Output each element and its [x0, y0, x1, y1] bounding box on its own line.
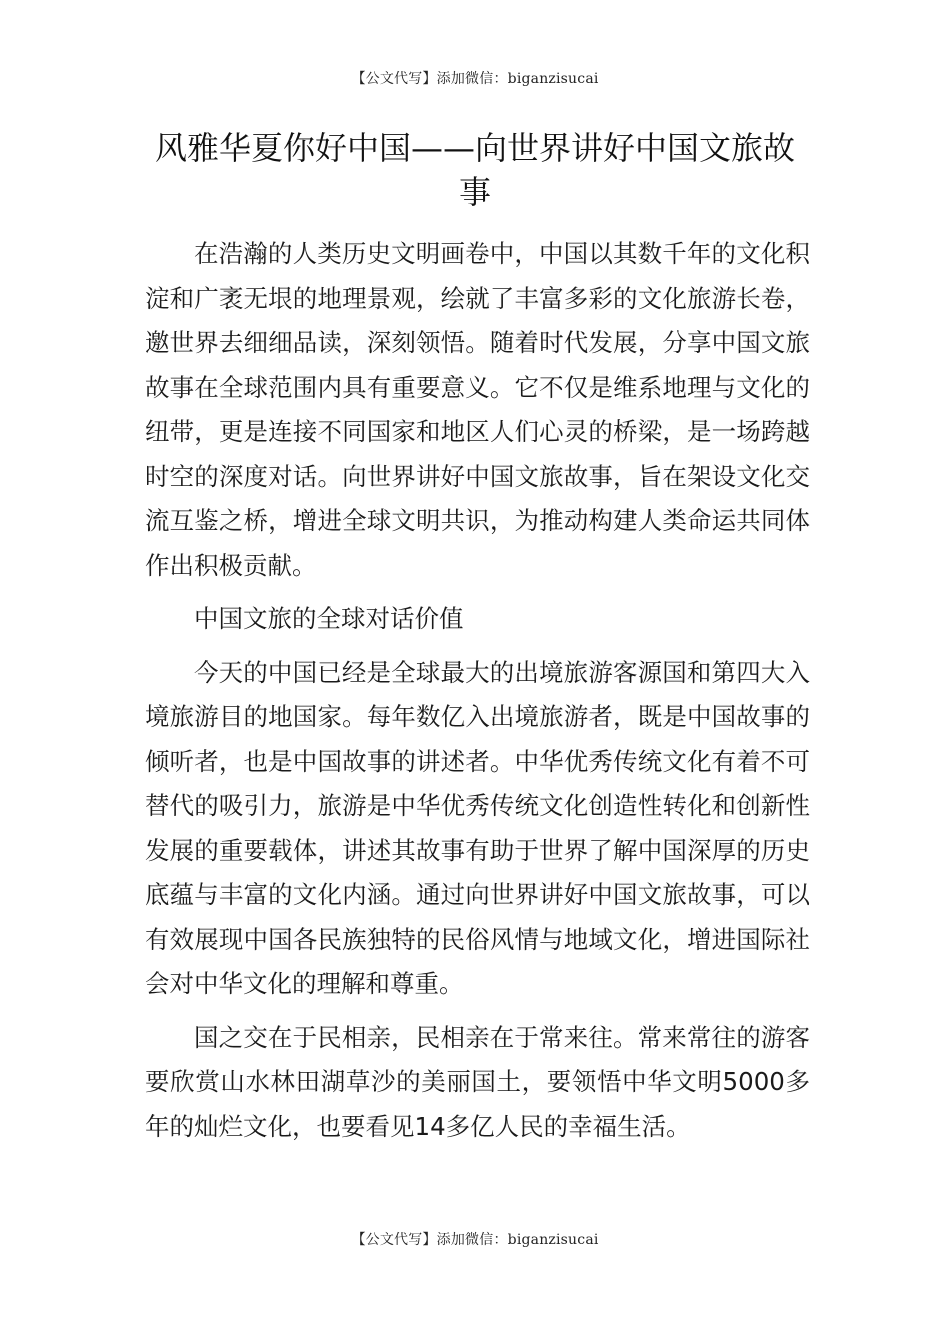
page-header: 【公文代写】添加微信：biganzisucai — [351, 71, 599, 87]
section-heading: 中国文旅的全球对话价值 — [194, 604, 464, 633]
document-title: 风雅华夏你好中国——向世界讲好中国文旅故事 — [154, 129, 795, 211]
document-body — [145, 232, 810, 1149]
paragraph-exchange: 国之交在于民相亲，民相亲在于常来往。常来常往的游客要欣赏山水林田湖草沙的美丽国土，要领悟中华文明5000多年的灿烂文化，也要看见14多亿人民的幸福生活。 — [145, 1022, 810, 1141]
paragraph-tourism: 今天的中国已经是全球最大的出境旅游客源国和第四大入境旅游目的地国家。每年数亿入出境旅游者，既是中国故事的倾听者，也是中国故事的讲述者。中华优秀传统文化有着不可替代的吸引力，旅游是中华优秀传统文化创造性转化和创新性发展的重要载体，讲述其故事有助于世界了解中国深厚的历史底蕴与丰富的文化内涵。通过向世界讲好中国文旅故事，可以有效展现中国各民族独特的民俗风情与地域文化，增进国际社会对中华文化的理解和尊重。 — [145, 657, 810, 998]
paragraph-intro: 在浩瀚的人类历史文明画卷中，中国以其数千年的文化积淀和广袤无垠的地理景观，绘就了丰富多彩的文化旅游长卷，邀世界去细细品读，深刻领悟。随着时代发展，分享中国文旅故事在全球范围内具有重要意义。它不仅是维系地理与文化的纽带，更是连接不同国家和地区人们心灵的桥梁，是一场跨越时空的深度对话。向世界讲好中国文旅故事，旨在架设文化交流互鉴之桥，增进全球文明共识，为推动构建人类命运共同体作出积极贡献。 — [145, 239, 810, 580]
page-footer: 【公文代写】添加微信：biganzisucai — [351, 1232, 599, 1248]
